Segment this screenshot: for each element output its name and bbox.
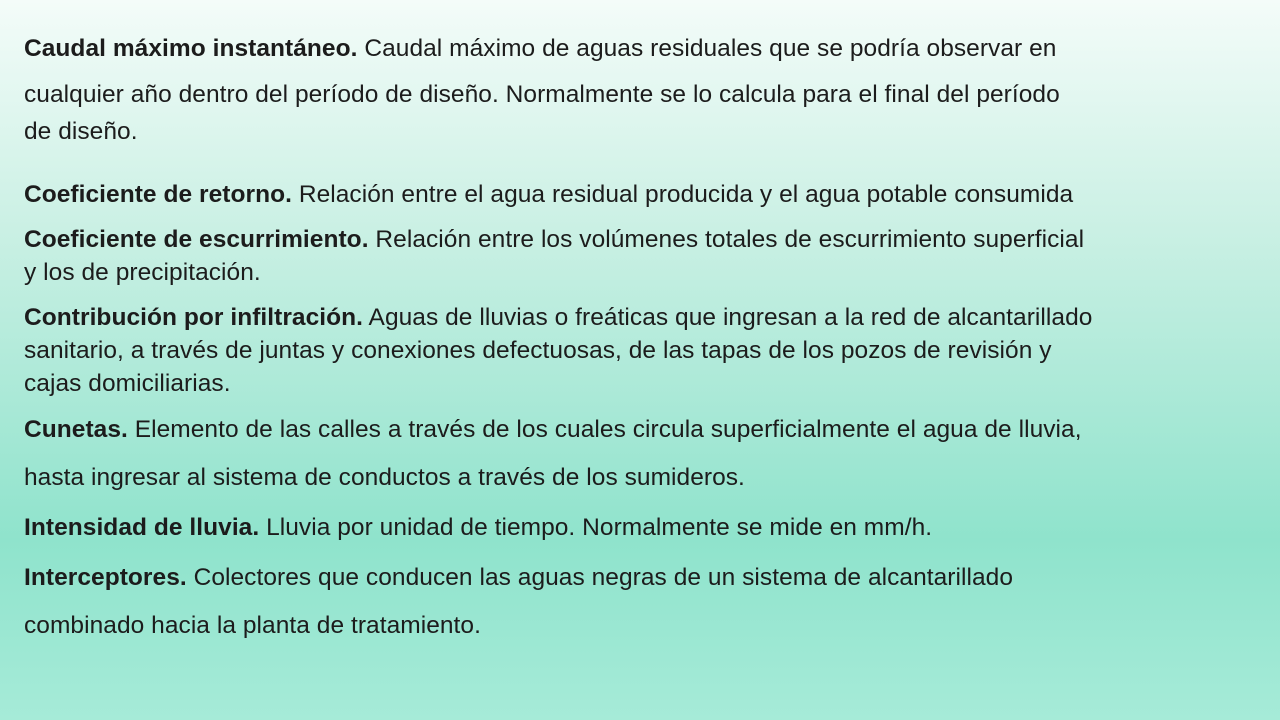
glossary-slide bbox=[24, 26, 1264, 652]
glossary-entry-intensidad-lluvia bbox=[24, 504, 1264, 552]
glossary-term: Coeficiente de retorno. bbox=[24, 181, 292, 208]
glossary-definition-line: cajas domiciliarias. bbox=[24, 370, 231, 397]
glossary-term: Coeficiente de escurrimiento. bbox=[24, 226, 369, 253]
glossary-definition-line: Aguas de lluvias o freáticas que ingresan a la red de alcantarillado bbox=[363, 304, 1093, 331]
glossary-definition-line: y los de precipitación. bbox=[24, 259, 261, 286]
glossary-definition-line: Relación entre el agua residual producida y el agua potable consumida bbox=[291, 181, 1074, 208]
glossary-definition-line: hasta ingresar al sistema de conductos a través de los sumideros. bbox=[24, 464, 745, 491]
glossary-definition-line: Lluvia por unidad de tiempo. Normalmente se mide en mm/h. bbox=[259, 514, 933, 541]
glossary-entry-coeficiente-escurrimiento bbox=[24, 223, 1264, 289]
glossary-definition-line: cualquier año dentro del período de diseño. Normalmente se lo calcula para el final del período bbox=[24, 81, 1060, 108]
glossary-definition-line: Relación entre los volúmenes totales de escurrimiento superficial bbox=[368, 226, 1085, 253]
glossary-entry-cunetas bbox=[24, 406, 1264, 502]
glossary-definition-line: de diseño. bbox=[24, 118, 138, 145]
glossary-term: Caudal máximo instantáneo. bbox=[24, 35, 358, 62]
glossary-entry-coeficiente-retorno bbox=[24, 178, 1264, 211]
glossary-term: Interceptores. bbox=[24, 564, 187, 591]
glossary-entry-caudal-maximo bbox=[24, 26, 1264, 164]
glossary-term: Intensidad de lluvia. bbox=[24, 514, 260, 541]
glossary-definition-line: Colectores que conducen las aguas negras de un sistema de alcantarillado bbox=[186, 564, 1014, 591]
glossary-entry-contribucion-infiltracion bbox=[24, 301, 1264, 400]
glossary-definition-line: Caudal máximo de aguas residuales que se podría observar en bbox=[357, 35, 1057, 62]
glossary-entry-interceptores bbox=[24, 554, 1264, 650]
glossary-definition-line: Elemento de las calles a través de los cuales circula superficialmente el agua de lluvia, bbox=[127, 416, 1082, 443]
glossary-definition-line: combinado hacia la planta de tratamiento. bbox=[24, 612, 481, 639]
glossary-term: Contribución por infiltración. bbox=[24, 304, 364, 331]
glossary-definition-line: sanitario, a través de juntas y conexiones defectuosas, de las tapas de los pozos de revisión y bbox=[24, 337, 1052, 364]
glossary-term: Cunetas. bbox=[24, 416, 128, 443]
